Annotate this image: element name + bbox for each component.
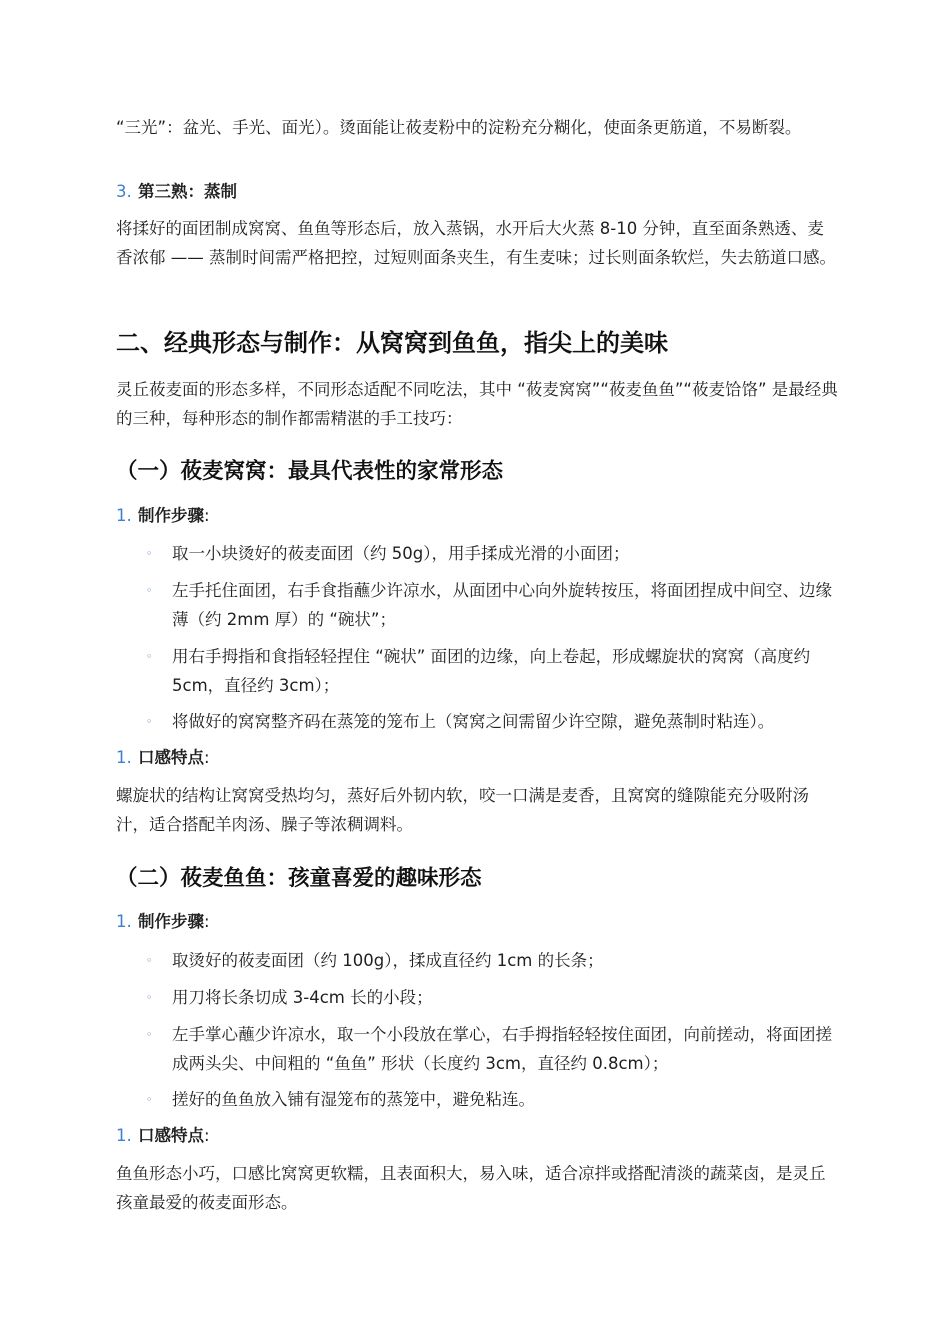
list-item-text: 取一小块烫好的莜麦面团（约 50g），用手揉成光滑的小面团； [172, 544, 630, 563]
list-item [146, 576, 838, 634]
part1-taste-heading [116, 745, 210, 771]
part2-heading: （二）莜麦鱼鱼：孩童喜爱的趣味形态 [116, 866, 482, 891]
part1-steps-heading [116, 503, 210, 529]
list-number: 1. [116, 506, 132, 525]
part2-taste-paragraph: 鱼鱼形态小巧，口感比窝窝更软糯，且表面积大，易入味，适合凉拌或搭配清淡的蔬菜卤，是灵丘孩童最爱的莜麦面形态。 [116, 1164, 826, 1212]
list-item [146, 642, 838, 700]
steps-label: 制作步骤 [138, 912, 204, 931]
list-item-text: 用刀将长条切成 3-4cm 长的小段； [172, 988, 433, 1007]
list-item-text: 左手托住面团，右手食指蘸少许凉水，从面团中心向外旋转按压，将面团捏成中间空、边缘薄（约 2mm 厚）的 “碗状”； [172, 581, 832, 629]
list-item-text: 搓好的鱼鱼放入铺有湿笼布的蒸笼中，避免粘连。 [172, 1090, 535, 1109]
list-item-text: 左手掌心蘸少许凉水，取一个小段放在掌心，右手拇指轻轻按住面团，向前搓动，将面团搓成两头尖、中间粗的 “鱼鱼” 形状（长度约 3cm，直径约 0.8cm）； [172, 1025, 832, 1073]
bullet-icon: ◦ [146, 1028, 153, 1041]
colon: : [204, 506, 210, 525]
bullet-icon: ◦ [146, 715, 153, 728]
section2-intro: 灵丘莜麦面的形态多样，不同形态适配不同吃法，其中 “莜麦窝窝”“莜麦鱼鱼”“莜麦饸饹” 是最经典的三种，每种形态的制作都需精湛的手工技巧： [116, 380, 838, 428]
taste-label: 口感特点 [138, 1126, 204, 1145]
list-number: 1. [116, 1126, 132, 1145]
list-item-text: 取烫好的莜麦面团（约 100g），揉成直径约 1cm 的长条； [172, 951, 604, 970]
list-item [146, 983, 838, 1012]
bullet-icon: ◦ [146, 1093, 153, 1106]
list-item-text: 用右手拇指和食指轻轻捏住 “碗状” 面团的边缘，向上卷起，形成螺旋状的窝窝（高度约 5cm，直径约 3cm）； [172, 647, 811, 695]
bullet-icon: ◦ [146, 584, 153, 597]
list-item-text: 将做好的窝窝整齐码在蒸笼的笼布上（窝窝之间需留少许空隙，避免蒸制时粘连）。 [172, 712, 775, 731]
colon: : [204, 748, 210, 767]
colon: : [204, 912, 210, 931]
list-number: 1. [116, 748, 132, 767]
list-item [146, 539, 838, 568]
colon: : [204, 1126, 210, 1145]
list-number: 1. [116, 912, 132, 931]
list-item [146, 1085, 838, 1114]
part1-taste-paragraph: 螺旋状的结构让窝窝受热均匀，蒸好后外韧内软，咬一口满是麦香，且窝窝的缝隙能充分吸附汤汁，适合搭配羊肉汤、臊子等浓稠调料。 [116, 786, 809, 834]
section2-heading: 二、经典形态与制作：从窝窝到鱼鱼，指尖上的美味 [116, 329, 668, 357]
step3-item [116, 179, 237, 205]
part2-taste-heading [116, 1123, 210, 1149]
list-item [146, 946, 838, 975]
bullet-icon: ◦ [146, 650, 153, 663]
taste-label: 口感特点 [138, 748, 204, 767]
steps-label: 制作步骤 [138, 506, 204, 525]
bullet-icon: ◦ [146, 547, 153, 560]
step3-label: 第三熟：蒸制 [138, 182, 237, 201]
bullet-icon: ◦ [146, 991, 153, 1004]
list-item [146, 1020, 838, 1078]
part2-steps-heading [116, 909, 210, 935]
intro-paragraph: “三光”：盆光、手光、面光）。烫面能让莜麦粉中的淀粉充分糊化，使面条更筋道，不易断裂。 [116, 118, 802, 137]
part1-heading: （一）莜麦窝窝：最具代表性的家常形态 [116, 459, 504, 484]
steaming-paragraph: 将揉好的面团制成窝窝、鱼鱼等形态后，放入蒸锅，水开后大火蒸 8-10 分钟，直至面条熟透、麦香浓郁 —— 蒸制时间需严格把控，过短则面条夹生，有生麦味；过长则面条软烂，失去筋道口感。 [116, 219, 836, 267]
list-item [146, 707, 838, 736]
bullet-icon: ◦ [146, 954, 153, 967]
step3-number: 3. [116, 182, 132, 201]
